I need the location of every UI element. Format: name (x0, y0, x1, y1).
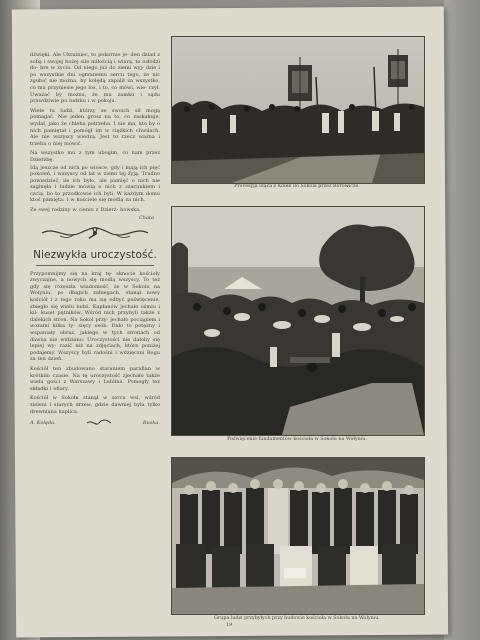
photo-group (171, 457, 425, 615)
paragraph-5: Ze swej rodziny w cieniu z Dzierż- bowska. (30, 207, 141, 214)
caption-procession: Procesyja idąca z Kolek do Sokola przez Borowicze. (234, 184, 360, 189)
small-ornament (86, 419, 112, 427)
caption-ceremony: Poświęcenie fundamentów kościoła w Sokolu na Wołyniu. (227, 437, 367, 442)
body-paragraph-3: Kościół w Sokolu stanął w sercu wsi, wśród zieleni i starych drzew, gdzie dawniej była tylko drewniana kaplica. (30, 395, 160, 415)
article-column (30, 52, 160, 427)
caption-group: Grupa ludzi przybyłych przy budowie kościoła w Sokolu na Wołyniu. (214, 616, 380, 621)
paragraph-3: Na wszystko mu z tym ubogim, co nam przez Dzierżbę. (30, 150, 160, 163)
paragraph-4: Idą jeszcze od nich po wiosce, gdy i mają ich pięć pokoleń, i wszyscy od lat w ziemi tej żyją. Trudno powiedzieć, ile ich było, ale pamięć o nich nie zaginęła i ludzie mówią o nich z szacunkiem i czcią, bo to przodkowie ich byli. W każdym domu ktoś pamięta. I w kościele się modlą za nich. (30, 164, 160, 204)
photo-ceremony (171, 206, 425, 436)
article-footer (30, 419, 160, 427)
footer-author: A. Kolęda. (30, 420, 56, 427)
signature: Chata (138, 214, 154, 221)
body-paragraph-2: Kościół ten zbudowano staraniem parafian w krótkim czasie. Na tę uroczystość zjechało także wielu gości z Warszawy i Lublina. Pomogły też składki i ofiary. (30, 365, 160, 392)
article-headline: Niezwykła uroczystość. (33, 248, 157, 261)
paragraph-1: dźwięki. Ale Ukrainiec, to pokornie je- den dziad z sobą i swojej bożej sile miłością i wiarą, to osłodzi do- bre w życiu. Od niego już do ziemi wyj- dzie i po wszystkie dni ogrzanemu sercu tego, że nic zgubić nie można, by kolędą zapalił za wszystko, co mu przyniesie jego los, i to, co mówi, wie- rzył. Uważać by można, że mu zamku i sądu prawdziwie po ludzku i w pokoju. (30, 52, 160, 105)
footer-place: Ruska. (142, 420, 160, 427)
paragraph-2: Wiele tu ludzi, którzy ze swoich sił mogą pomagać. Nie jeden grosz na to, co zaskakuje, wydał, jako że chleba potrzeba. I nie ma, kto by o nich pamiętał i pomógł im w ciężkich chwilach. Ale nie wszyscy wiedzą. Jest to rzecz ważna i trzeba o niej mówić. (30, 107, 160, 147)
table-background (444, 0, 480, 640)
headline-rule (36, 265, 154, 266)
photo-procession (171, 36, 425, 184)
ornament-divider (40, 225, 150, 241)
body-paragraph-1: Przypomnijmy się na kraj tę- sknocie kościoły zwyczajne, a nowych się modlą wszyscy. To też gdy się rozeszła wiadomość, że w Sokolu na Wołyniu, po długich zabiegach, stanął nowy kościół i z tego roku ma się odbyć poświęcenie, zbiegło się wielu ludzi. Kapłanów jechało ośmiu i kil- kuset pątników. Wśród nich przybyli także z dalekich stron. Na Sokol przy- jechało pociągiem i wozami kilka ty- sięcy osób. Dało to potężny i wspaniały obraz, jakiego w tych stronach od dawna nie widziano. Uroczystości nie dałoby się lepiej wy- razić niż na zdjęciach, które poniżej podajemy. Wszyscy byli radośni i wdzięczni Bogu za ten dzień. (30, 270, 160, 363)
page-number: 19 (226, 622, 233, 628)
